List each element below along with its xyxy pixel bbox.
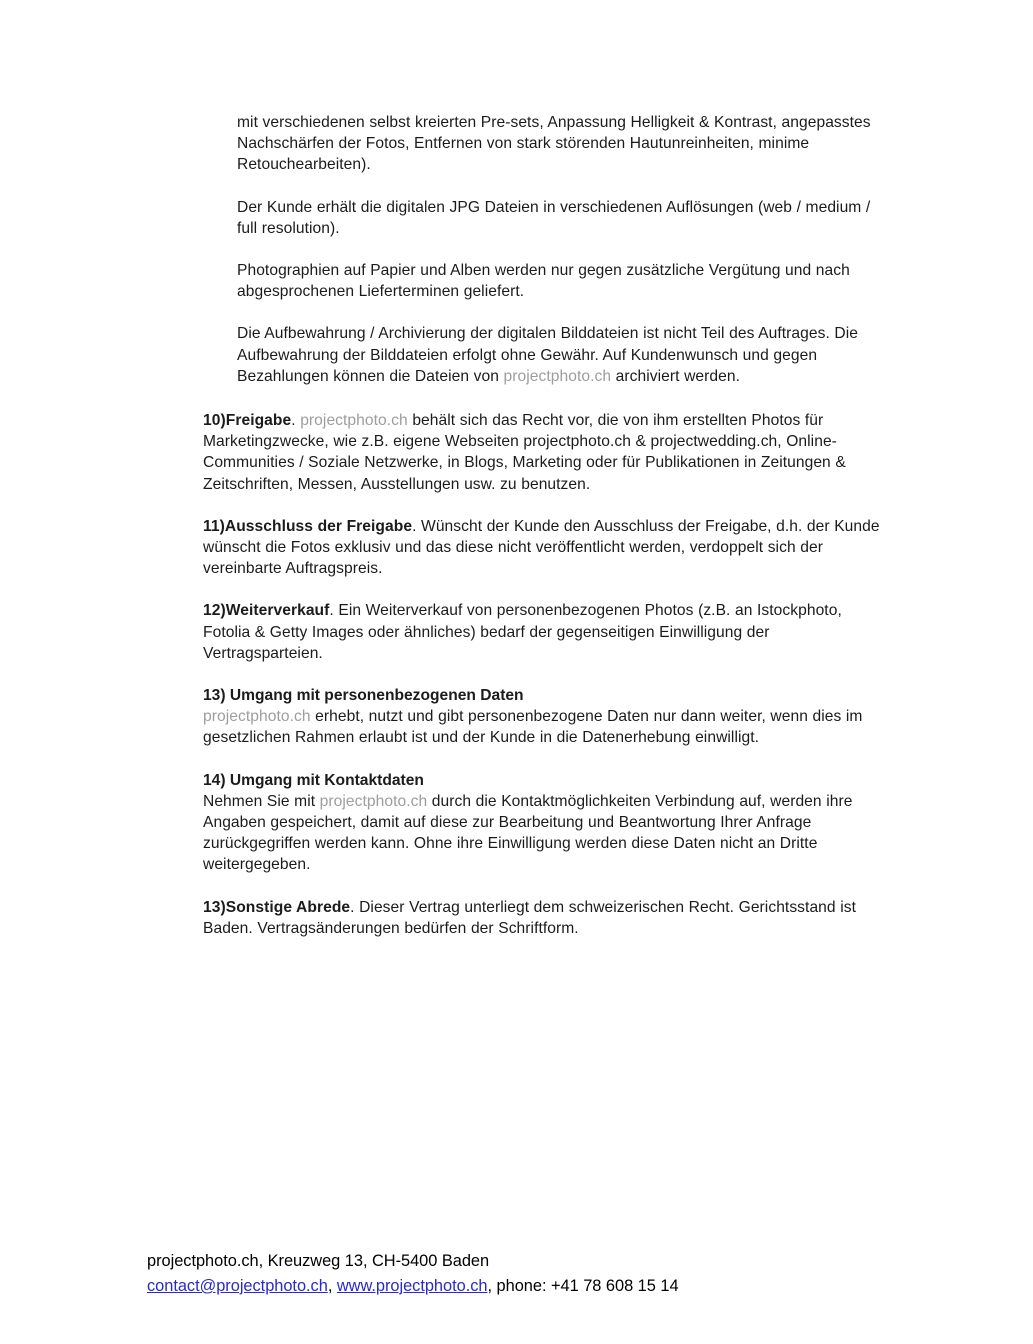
archivierung-text-before: Die Aufbewahrung / Archivierung der digitalen Bilddateien ist nicht Teil des Auftrages. Die Aufbewahrung der Bilddateien erfolgt ohne Gewähr. Auf Kundenwunsch und gegen Bezahlungen können die Dateien von xyxy=(237,325,858,385)
section-freigabe xyxy=(203,410,893,495)
brand-mention: projectphoto.ch xyxy=(319,792,428,810)
paragraph-papier-alben: Photographien auf Papier und Alben werden nur gegen zusätzliche Vergütung und nach abgesprochenen Lieferterminen geliefert. xyxy=(237,262,850,301)
paragraph-bildbearbeitung: mit verschiedenen selbst kreierten Pre-sets, Anpassung Helligkeit & Kontrast, angepasstes Nachschärfen der Fotos, Entfernen von stark störenden Hautunreinheiten, minime Retouchearbeiten). xyxy=(237,114,871,174)
section-weiterverkauf xyxy=(203,600,893,664)
section-text: behält sich das Recht vor, die von ihm erstellten Photos für Marketingzwecke, wie z.B. eigene Webseiten projectphoto.ch & projectwedding.ch, Online-Communities / Soziale Netzwerke, in Blogs, Marketing oder für Publikationen in Zeitungen & Zeitschriften, Messen, Ausstellungen usw. zu benutzen. xyxy=(203,412,846,493)
section-body-personenbezogene-daten xyxy=(203,706,893,748)
section-text: erhebt, nutzt und gibt personenbezogene Daten nur dann weiter, wenn dies im gesetzlichen Rahmen erlaubt ist und der Kunde in die Datenerhebung einwilligt. xyxy=(203,708,863,747)
spacer xyxy=(203,579,893,600)
email-link[interactable]: contact@projectphoto.ch xyxy=(147,1277,328,1295)
section-number: 10) xyxy=(203,412,226,430)
spacer xyxy=(203,176,893,197)
spacer xyxy=(203,495,893,516)
website-link[interactable]: www.projectphoto.ch xyxy=(336,1277,488,1295)
paragraph-archivierung xyxy=(237,323,893,387)
section-text: . Ein Weiterverkauf von personenbezogenen Photos (z.B. an Istockphoto, Fotolia & Getty Images oder ähnliches) bedarf der gegenseitigen Einwilligung der Vertragsparteien. xyxy=(203,602,842,662)
section-heading-kontaktdaten: 14) Umgang mit Kontaktdaten xyxy=(203,771,424,789)
section-number: 12) xyxy=(203,602,226,620)
section-title: Weiterverkauf xyxy=(225,602,330,620)
section-body-kontaktdaten xyxy=(203,791,893,876)
section-ausschluss-freigabe xyxy=(203,516,893,580)
paragraph-jpg-dateien: Der Kunde erhält die digitalen JPG Dateien in verschiedenen Auflösungen (web / medium / full resolution). xyxy=(237,198,871,237)
section-text: . Dieser Vertrag unterliegt dem schweizerischen Recht. Gerichtsstand ist Baden. Vertragsänderungen bedürfen der Schriftform. xyxy=(203,898,856,937)
spacer xyxy=(203,876,893,897)
document-body xyxy=(203,112,893,939)
section-title: Sonstige Abrede xyxy=(225,898,351,916)
spacer xyxy=(203,664,893,685)
section-title: Ausschluss der Freigabe xyxy=(224,517,413,535)
spacer xyxy=(203,749,893,770)
kontaktdaten-text-after: durch die Kontaktmöglichkeiten Verbindung auf, werden ihre Angaben gespeichert, damit auf diese zur Bearbeitung und Beantwortung Ihrer Anfrage zurückgegriffen werden kann. Ohne ihre Einwilligung werden diese Daten nicht an Dritte weitergegeben. xyxy=(203,792,853,874)
brand-mention: projectphoto.ch xyxy=(300,412,408,430)
spacer xyxy=(203,239,893,260)
spacer xyxy=(203,387,893,410)
section-number: 13) xyxy=(203,898,226,916)
section-after-title: . xyxy=(291,412,301,430)
brand-mention: projectphoto.ch xyxy=(203,708,311,726)
kontaktdaten-text-before: Nehmen Sie mit xyxy=(203,792,320,810)
spacer xyxy=(203,302,893,323)
archivierung-text-after: archiviert werden. xyxy=(611,367,741,385)
footer-address-line: projectphoto.ch, Kreuzweg 13, CH-5400 Baden xyxy=(147,1252,490,1270)
section-title: Freigabe xyxy=(225,412,292,430)
footer-separator: , xyxy=(327,1277,337,1295)
section-number: 11) xyxy=(203,517,225,535)
page-footer xyxy=(147,1249,927,1299)
section-heading-personenbezogene-daten: 13) Umgang mit personenbezogenen Daten xyxy=(203,687,524,705)
footer-separator: , xyxy=(487,1277,497,1295)
footer-contact-line xyxy=(147,1274,927,1299)
section-sonstige-abrede xyxy=(203,897,893,939)
footer-phone: phone: +41 78 608 15 14 xyxy=(496,1277,679,1295)
section-text: . Wünscht der Kunde den Ausschluss der Freigabe, d.h. der Kunde wünscht die Fotos exklusiv und das diese nicht veröffentlicht werden, verdoppelt sich der vereinbarte Auftragspreis. xyxy=(203,517,880,578)
brand-mention: projectphoto.ch xyxy=(503,367,612,385)
